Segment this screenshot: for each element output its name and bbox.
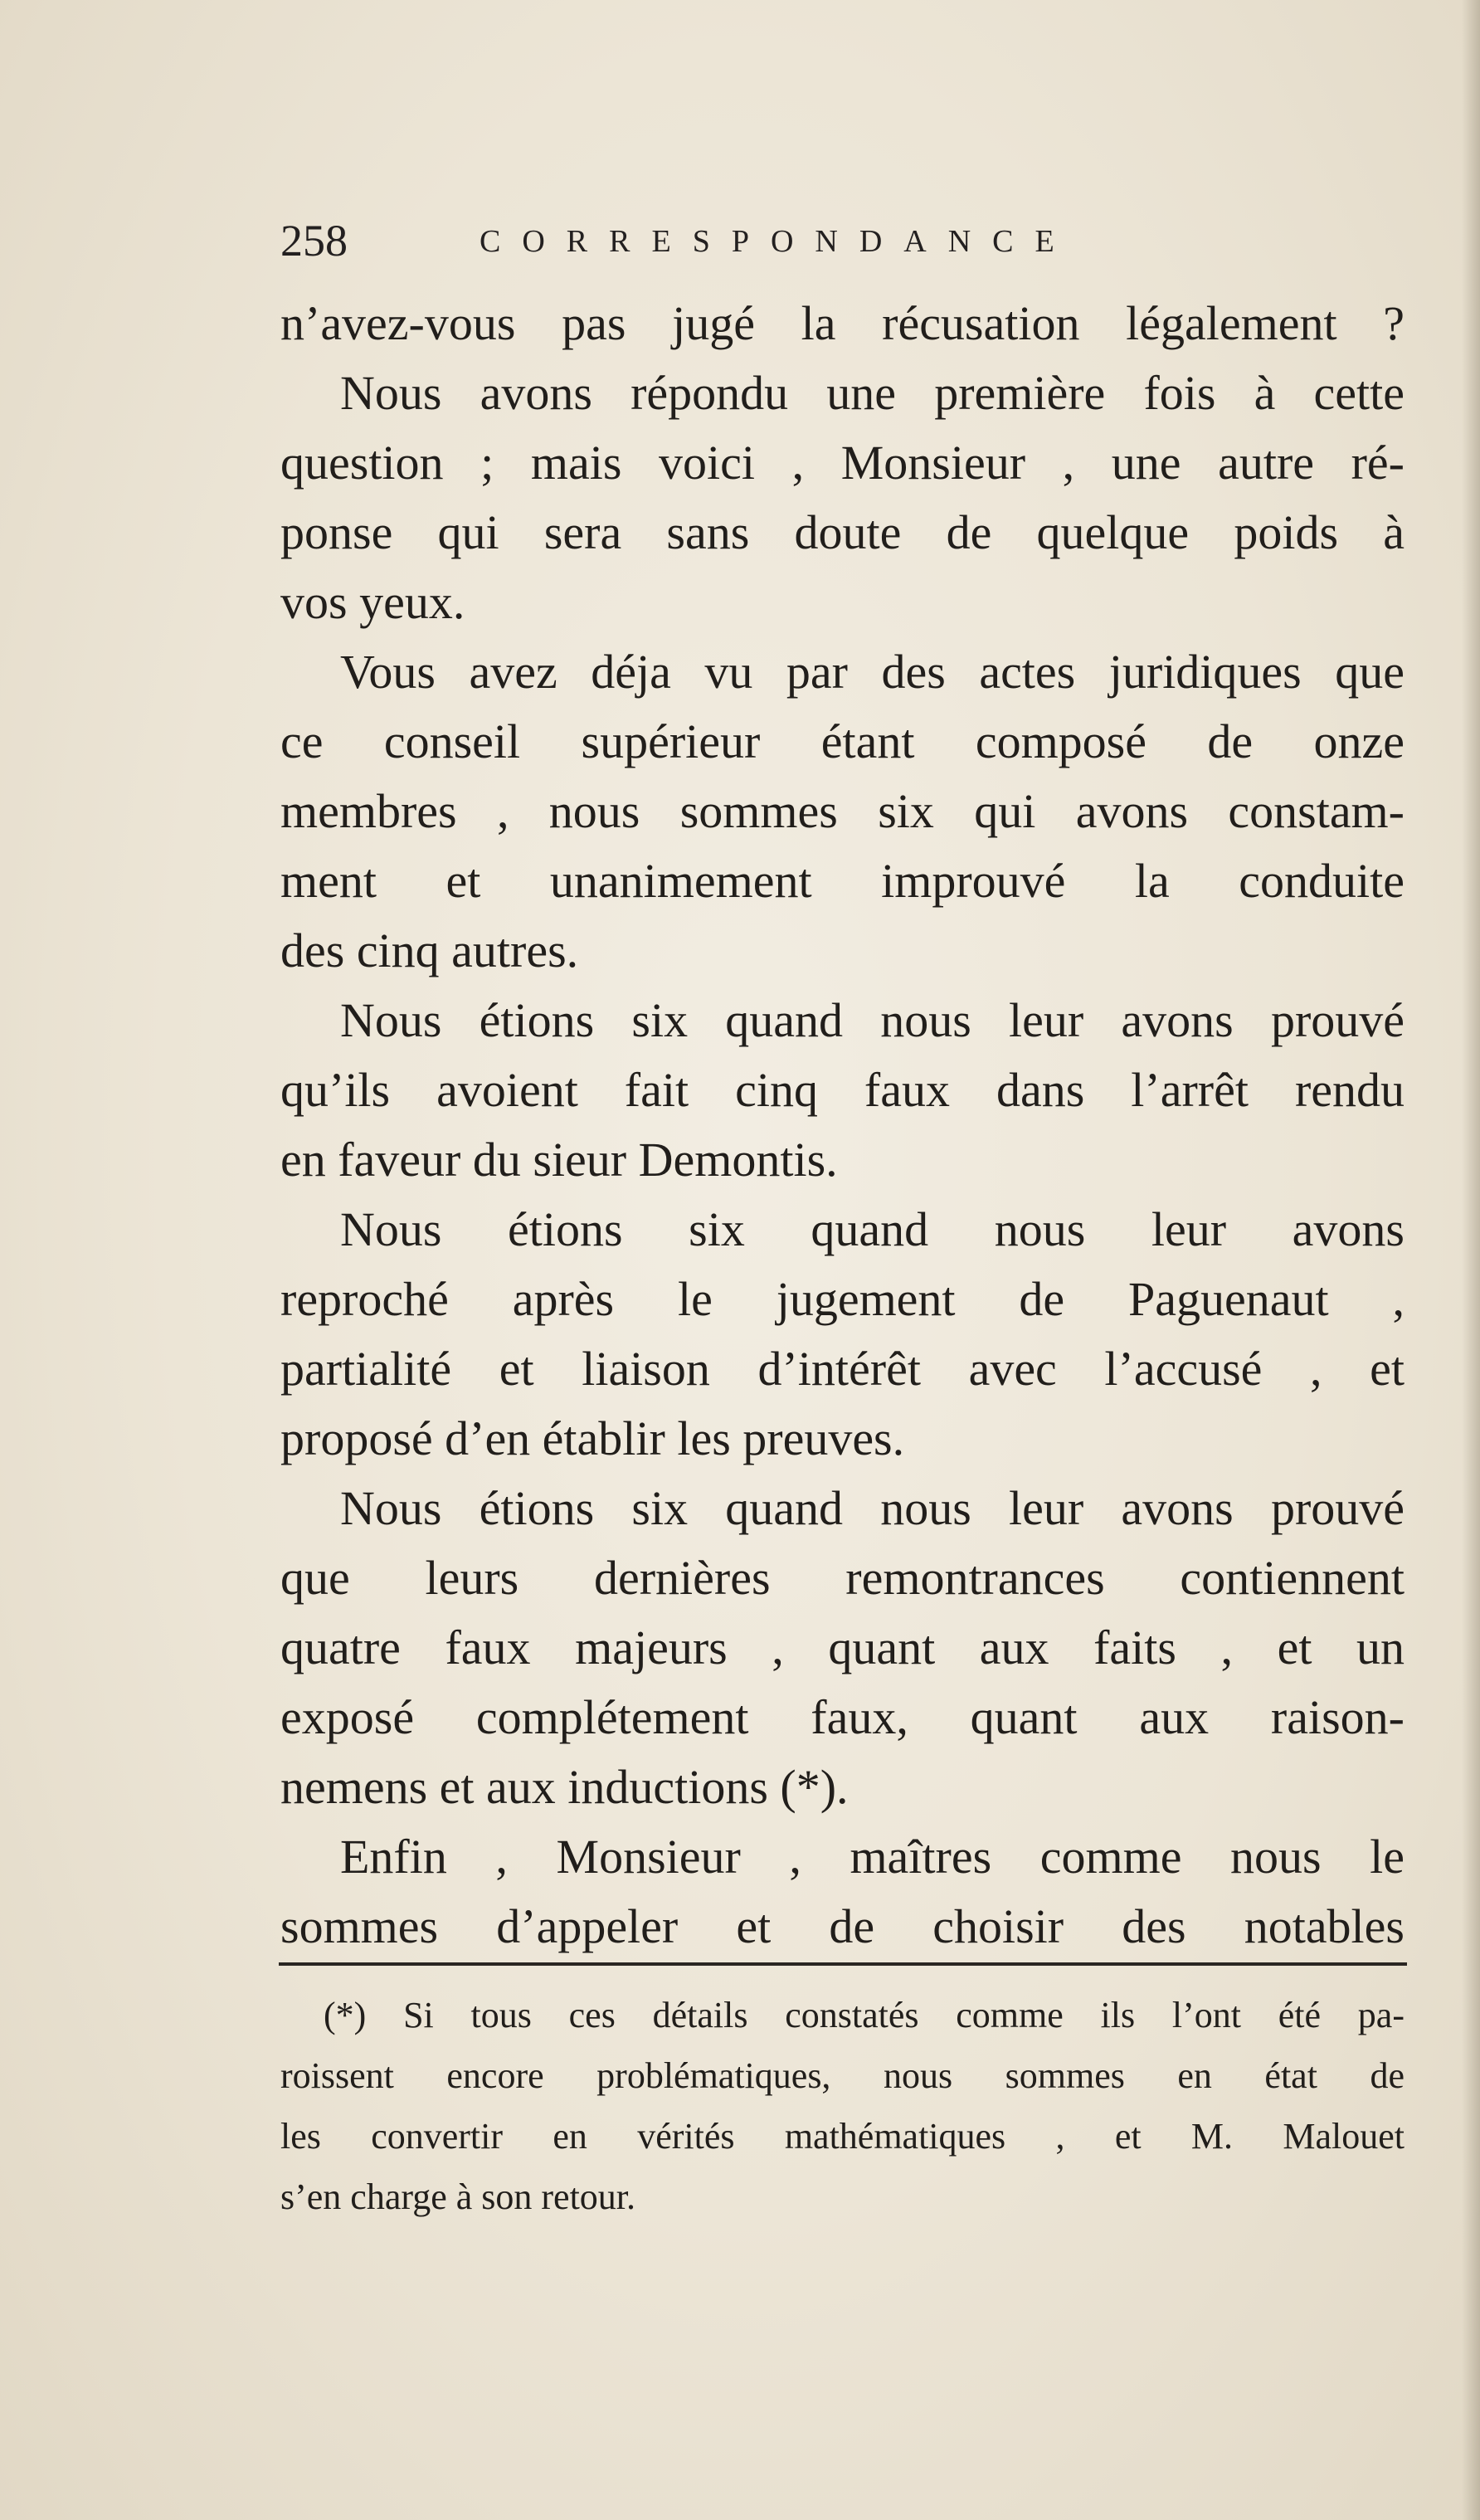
text-line: ment et unanimement improuvé la conduite [280,854,1405,908]
text-line: exposé complétement faux, quant aux raison- [280,1690,1405,1744]
footnote-rule [279,1962,1407,1966]
text-line: Nous étions six quand nous leur avons [340,1202,1405,1256]
text-line: partialité et liaison d’intérêt avec l’accusé , et [280,1342,1405,1396]
page-edge-shadow [1462,0,1480,2520]
running-title: CORRESPONDANCE [480,224,1076,259]
text-line: en faveur du sieur Demontis. [280,1133,838,1187]
text-line: vos yeux. [280,575,465,629]
text-line: membres , nous sommes six qui avons constam- [280,784,1405,838]
text-line: n’avez-vous pas jugé la récusation légalement ? [280,296,1405,350]
footnote [280,1985,1405,2227]
text-line: sommes d’appeler et de choisir des notables [280,1899,1405,1953]
text-line: qu’ils avoient fait cinq faux dans l’arrêt rendu [280,1063,1405,1117]
footnote-line: les convertir en vérités mathématiques , et M. Malouet [280,2116,1405,2157]
footnote-line: (*) Si tous ces détails constatés comme ils l’ont été pa- [324,1995,1405,2035]
text-line: Vous avez déja vu par des actes juridiques que [340,645,1405,699]
text-line: Enfin , Monsieur , maîtres comme nous le [340,1830,1405,1884]
body-text [280,289,1405,1962]
text-line: des cinq autres. [280,924,579,977]
page-number: 258 [280,216,348,266]
text-line: nemens et aux inductions (*). [280,1760,849,1814]
text-line: proposé d’en établir les preuves. [280,1411,905,1465]
text-line: question ; mais voici , Monsieur , une autre ré- [280,436,1405,490]
page-header [280,207,1409,274]
footnote-line: roissent encore problématiques, nous sommes en état de [280,2055,1405,2096]
text-line: Nous étions six quand nous leur avons prouvé [340,1481,1405,1535]
text-line: que leurs dernières remontrances contiennent [280,1551,1405,1605]
footnote-line: s’en charge à son retour. [280,2176,636,2217]
text-line: ponse qui sera sans doute de quelque poids à [280,505,1405,559]
text-line: Nous étions six quand nous leur avons prouvé [340,993,1405,1047]
text-line: Nous avons répondu une première fois à cette [340,366,1405,420]
text-line: reproché après le jugement de Paguenaut , [280,1272,1405,1326]
text-line: ce conseil supérieur étant composé de onze [280,714,1405,768]
text-line: quatre faux majeurs , quant aux faits , et un [280,1621,1405,1674]
